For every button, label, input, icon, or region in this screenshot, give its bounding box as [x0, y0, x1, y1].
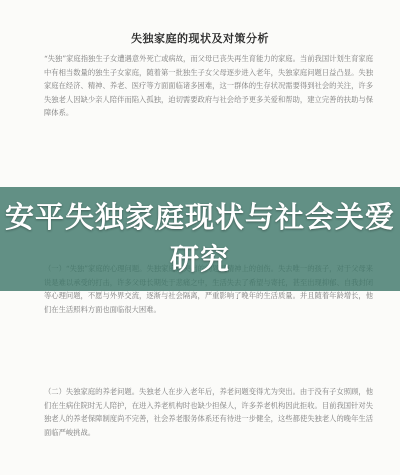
paragraph-intro — [30, 52, 373, 204]
document-title: 失独家庭的现状及对策分析 — [131, 32, 269, 45]
paragraph-text: “失独”家庭指独生子女遭遇意外死亡或病故，而父母已丧失再生育能力的家庭。当前我国计划生育家庭中有相当数量的独生子女家庭，随着第一批独生子女父母逐步进入老年，失独家庭问题日益凸显。失独家庭在经济、精神、养老、医疗等方面面临诸多困难，这一群体的生存状况需要得到社会的关注，许多失独老人因缺少亲人陪伴而陷入孤独，迫切需要政府与社会给予更多关爱和帮助，建立完善的扶助与保障体系。 — [44, 54, 373, 117]
paragraph-text: （二）失独家庭的养老问题。失独老人在步入老年后，养老问题变得尤为突出。由于没有子女照顾，他们在生病住院时无人陪护，在进入养老机构时也缺少担保人，许多养老机构因此拒收。目前我国针对失独老人的养老保障制度尚不完善，社会养老服务体系还有待进一步健全，这些都使失独老人的晚年生活面临严峻挑战。 — [44, 387, 373, 437]
paragraph-text: 等心理问题，不愿与外界交流，逐渐与社会隔离，严重影响了晚年的生活质量。并且随着年龄增长，他们在生活照料方面也面临很大困难。 — [44, 291, 373, 314]
paragraph-elderly-care — [30, 385, 373, 475]
overlay-title: 安平失独家庭现状与社会关爱研究 — [4, 200, 395, 276]
